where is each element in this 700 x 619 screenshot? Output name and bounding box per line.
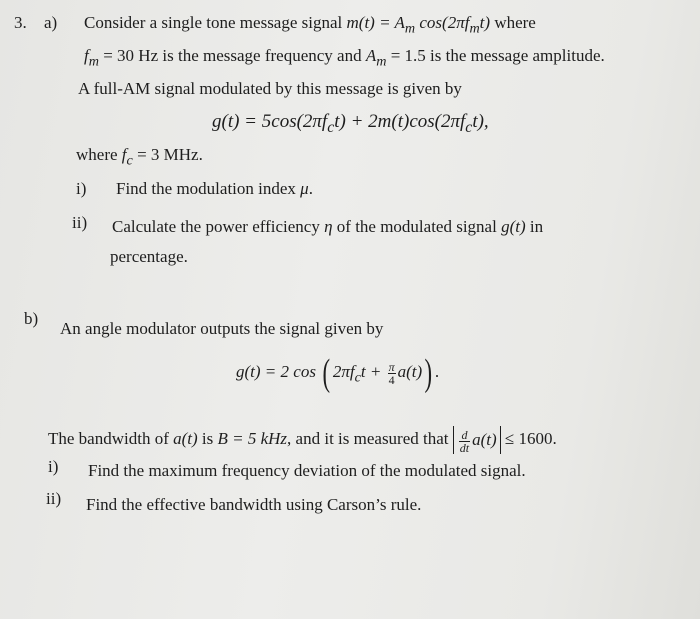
part-b-label: b) xyxy=(24,309,39,328)
part-a-item-ii-label: ii) xyxy=(72,213,88,232)
bandwidth-statement: The bandwidth of a(t) is B = 5 kHz, and it is measured that $\frac{d}{dt}$ a(t) ≤ 1600. xyxy=(48,427,557,455)
part-a-item-i: Find the modulation index μ. xyxy=(116,179,313,198)
part-a-intro: Consider a single tone message signal $m(t) = A_m$ $\cos(2\pi f_mt)$ where xyxy=(84,13,536,37)
part-a-item-ii: Calculate the power efficiency η of the modulated signal g(t) in xyxy=(112,217,544,236)
part-a-item-ii-cont: percentage. xyxy=(110,247,188,266)
part-a-item-i-label: i) xyxy=(76,179,87,198)
part-b-item-ii: Find the effective bandwidth using Carson’s rule. xyxy=(86,495,422,514)
part-b-item-i: Find the maximum frequency deviation of the modulated signal. xyxy=(88,461,526,480)
angle-modulation-equation: g(t) = 2 cos ( $2\pi f_ct$ + $\frac{\pi}{4}$ a(t)) . xyxy=(236,352,440,395)
part-b-intro: An angle modulator outputs the signal given by xyxy=(60,319,384,338)
part-b-item-ii-label: ii) xyxy=(46,489,62,508)
part-a-line2: $f_m = 30$ Hz is the message frequency and $A_m = 1.5$ is the message amplitude. xyxy=(84,46,605,70)
part-b-item-i-label: i) xyxy=(48,457,59,476)
part-a-label: a) xyxy=(44,13,58,32)
am-equation: $g(t) = 5\cos(2\pi f_ct) + 2m(t)\cos(2\pi f_ct)$, xyxy=(212,111,489,136)
carrier-frequency-line: where $f_c = 3$ MHz. xyxy=(76,145,203,169)
question-number: 3. xyxy=(14,13,27,32)
part-a-line3: A full-AM signal modulated by this message is given by xyxy=(78,79,462,98)
